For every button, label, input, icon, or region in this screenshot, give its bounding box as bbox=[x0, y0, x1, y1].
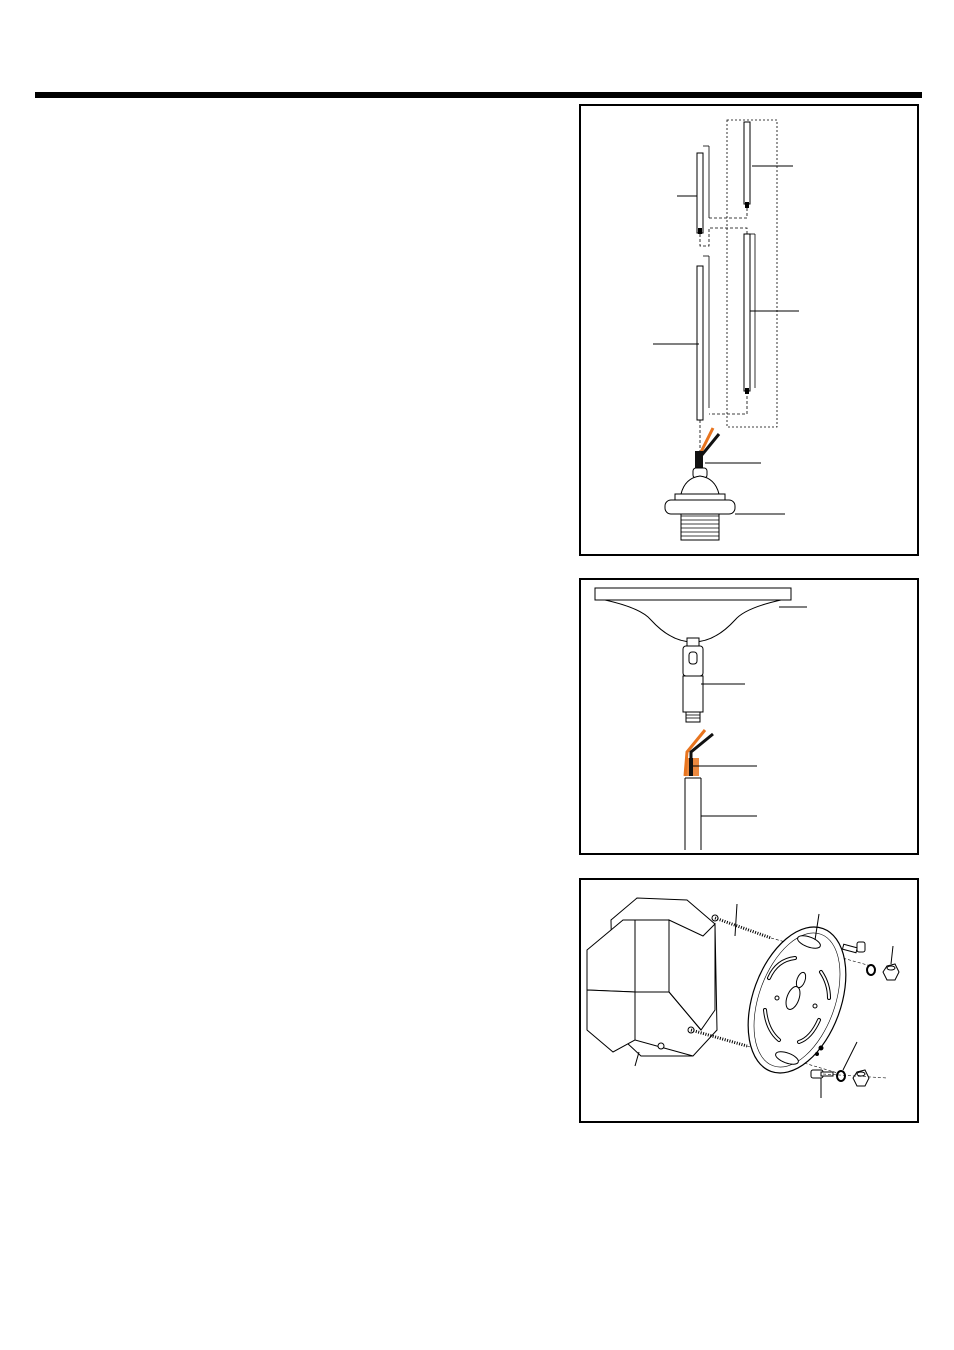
canopy-icon bbox=[595, 588, 791, 646]
washer-icon bbox=[867, 965, 875, 975]
downrod-segment-icon bbox=[697, 146, 709, 234]
downrod-icon bbox=[685, 778, 701, 850]
downrod-segment-icon bbox=[744, 122, 750, 208]
wire-pair-icon bbox=[685, 730, 713, 776]
short-screw-icon bbox=[842, 942, 865, 953]
nut-icon bbox=[853, 1070, 869, 1086]
swivel-coupler-icon bbox=[683, 646, 703, 722]
crossbar-plate-icon bbox=[730, 914, 865, 1087]
downrod-assembly-figure bbox=[579, 104, 919, 556]
canopy-assembly-diagram bbox=[581, 580, 917, 853]
nut-icon bbox=[883, 964, 899, 980]
junction-box-assembly-figure bbox=[579, 878, 919, 1123]
junction-box-assembly-diagram bbox=[581, 880, 917, 1121]
washer-icon bbox=[837, 1071, 845, 1081]
downrod-segment-icon bbox=[697, 256, 709, 420]
short-screw-icon bbox=[811, 1070, 833, 1078]
socket-icon bbox=[665, 468, 735, 540]
downrod-assembly-diagram bbox=[581, 106, 917, 554]
canopy-assembly-figure bbox=[579, 578, 919, 855]
header-rule bbox=[35, 92, 922, 98]
downrod-segment-icon bbox=[744, 234, 755, 394]
